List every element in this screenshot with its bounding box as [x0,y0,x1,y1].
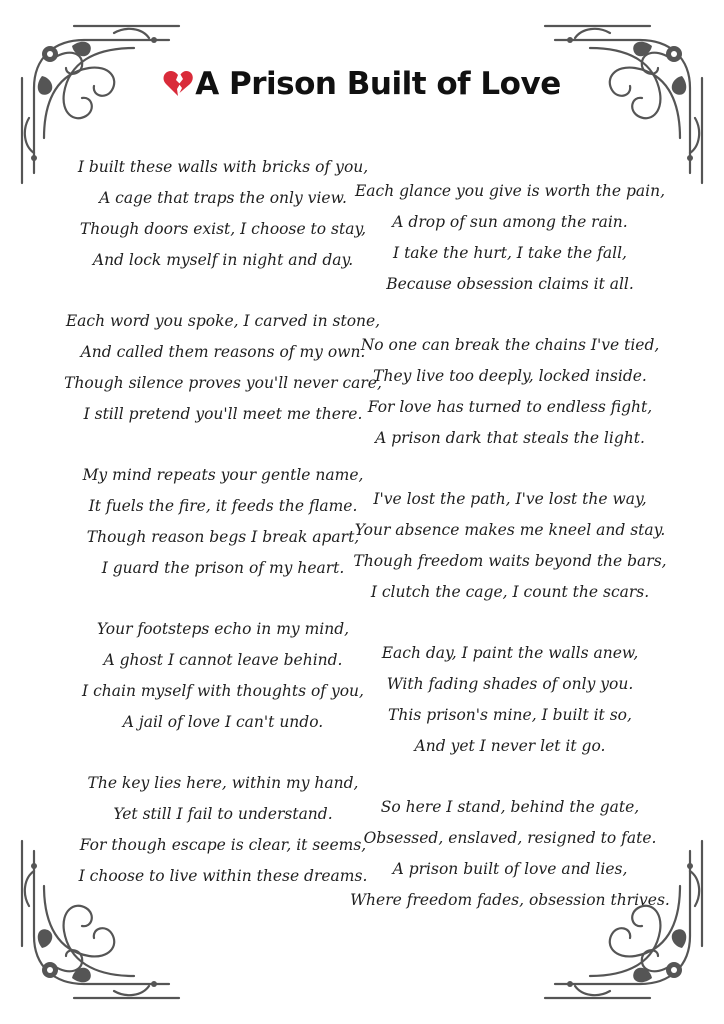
poem-line: I clutch the cage, I count the scars. [370,583,650,601]
poem-line: Though doors exist, I choose to stay, [79,220,367,238]
poem-line: For love has turned to endless fight, [367,398,653,416]
poem-line: And called them reasons of my own. [80,343,366,361]
poem-line: Because obsession claims it all. [386,275,634,293]
broken-heart-icon [163,69,193,97]
poem-line: My mind repeats your gentle name, [82,466,364,484]
poem-line: Each glance you give is worth the pain, [354,182,666,200]
stanza [345,330,675,454]
poem-line: A jail of love I can't undo. [122,713,324,731]
poem-column-left [58,152,388,922]
stanza [58,152,388,276]
poem-line: Each word you spoke, I carved in stone, [65,312,381,330]
poem-line: For though escape is clear, it seems, [79,836,367,854]
stanza [58,768,388,892]
poem-line: The key lies here, within my hand, [87,774,359,792]
poem-line: Yet still I fail to understand. [113,805,333,823]
page-title: A Prison Built of Love [195,66,561,102]
poem-line: No one can break the chains I've tied, [360,336,660,354]
poem-line: Your footsteps echo in my mind, [96,620,350,638]
poem-line: And yet I never let it go. [414,737,606,755]
poem-line: Though freedom waits beyond the bars, [353,552,667,570]
poem-column-right [345,176,675,946]
poem-line: They live too deeply, locked inside. [373,367,647,385]
poem-line: This prison's mine, I built it so, [388,706,632,724]
poem-line: Each day, I paint the walls anew, [381,644,639,662]
poem-line: I take the hurt, I take the fall, [393,244,627,262]
stanza [345,792,675,916]
poem-line: Obsessed, enslaved, resigned to fate. [363,829,657,847]
poem-line: I still pretend you'll meet me there. [83,405,363,423]
corner-ornament-top-right [540,18,710,188]
poem-line: I built these walls with bricks of you, [77,158,369,176]
poem-line: And lock myself in night and day. [92,251,354,269]
poem-line: I choose to live within these dreams. [78,867,368,885]
poem-line: I chain myself with thoughts of you, [82,682,364,700]
stanza [58,306,388,430]
poem-line: Though silence proves you'll never care, [64,374,382,392]
poem-line: Your absence makes me kneel and stay. [354,521,666,539]
poem-line: A prison built of love and lies, [392,860,628,878]
poem-line: A drop of sun among the rain. [392,213,628,231]
stanza [58,460,388,584]
poem-title-row [0,66,724,102]
stanza [345,176,675,300]
poem-line: A cage that traps the only view. [99,189,347,207]
poem-line: Though reason begs I break apart, [86,528,360,546]
poem-line: So here I stand, behind the gate, [380,798,640,816]
poem-line: It fuels the fire, it feeds the flame. [88,497,358,515]
poem-line: I guard the prison of my heart. [101,559,345,577]
poem-line: A prison dark that steals the light. [375,429,645,447]
poem-line: Where freedom fades, obsession thrives. [350,891,670,909]
poem-line: With fading shades of only you. [386,675,634,693]
poem-line: I've lost the path, I've lost the way, [373,490,647,508]
flourish-icon [540,18,710,188]
stanza [345,638,675,762]
poem-line: A ghost I cannot leave behind. [103,651,343,669]
stanza [58,614,388,738]
stanza [345,484,675,608]
